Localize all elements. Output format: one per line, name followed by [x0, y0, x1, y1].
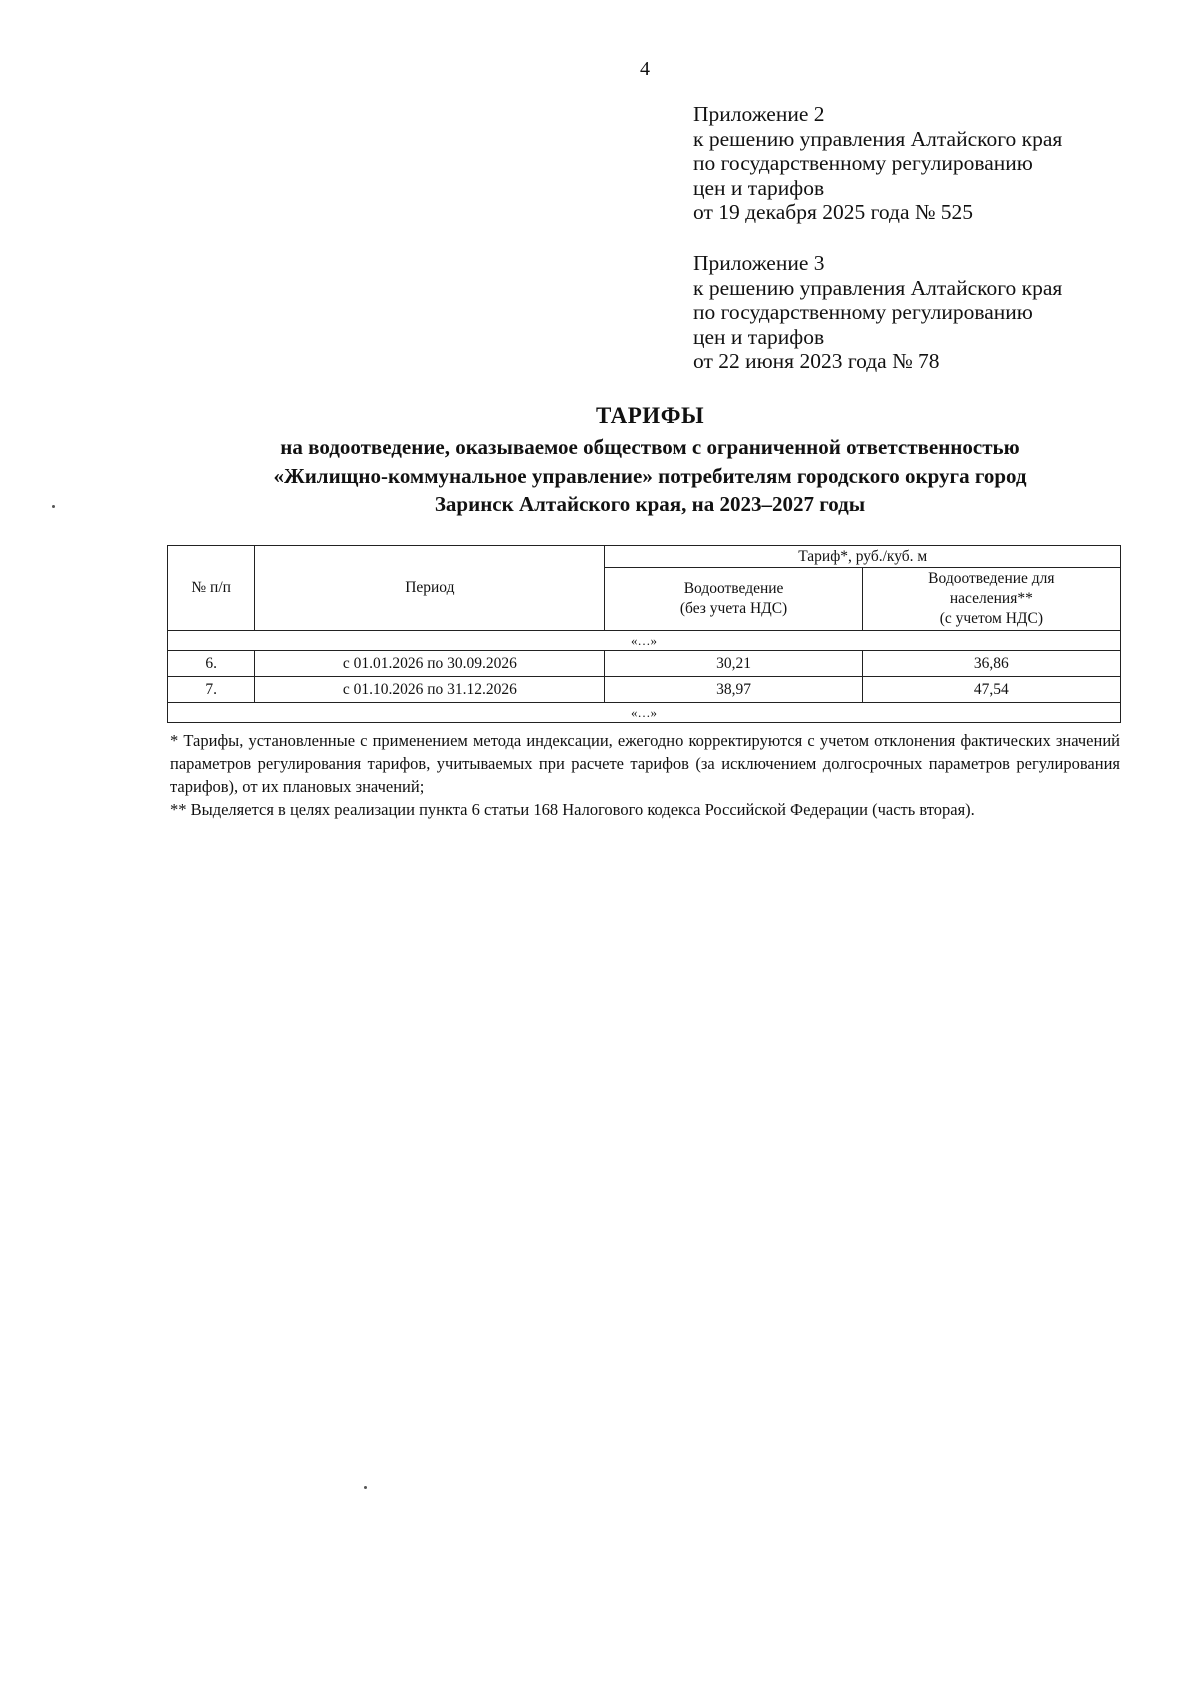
subtitle-line: на водоотведение, оказываемое обществом с ограниченной ответственностью	[280, 435, 1020, 459]
table-row	[168, 651, 1121, 677]
header-period: Период	[255, 546, 605, 631]
ellipsis-cell: «…»	[168, 631, 1121, 651]
subtitle-line: «Жилищно-коммунальное управление» потребителям городского округа город	[273, 463, 1027, 488]
document-title: ТАРИФЫ	[595, 403, 705, 428]
footnote-2: ** Выделяется в целях реализации пункта 6 статьи 168 Налогового кодекса Российской Федерации (часть вторая).	[170, 800, 975, 819]
cell-tariff-with-vat: 36,86	[862, 651, 1120, 677]
cell-period: с 01.10.2026 по 31.12.2026	[255, 677, 605, 703]
cell-tariff-no-vat: 38,97	[605, 677, 862, 703]
ellipsis-cell: «…»	[168, 703, 1121, 723]
appendix-2-line: к решению управления Алтайского края	[693, 126, 1063, 151]
subtitle-line: Заринск Алтайского края, на 2023–2027 годы	[434, 492, 866, 516]
appendix-2-line: по государственному регулированию	[693, 151, 1033, 175]
appendix-2-date: от 19 декабря 2025 года № 525	[693, 200, 973, 224]
appendix-3-date: от 22 июня 2023 года № 78	[693, 349, 940, 373]
table-row	[168, 631, 1121, 651]
appendix-2-title: Приложение 2	[693, 102, 825, 126]
page-number: 4	[640, 58, 650, 80]
cell-period: с 01.01.2026 по 30.09.2026	[255, 651, 605, 677]
appendix-2-line: цен и тарифов	[693, 175, 825, 200]
header-population-line: населения**	[949, 590, 1033, 607]
table-row	[168, 703, 1121, 723]
appendix-3-block	[693, 251, 1062, 374]
header-drainage-population	[862, 568, 1120, 631]
document-subtitle	[200, 433, 1100, 519]
appendix-3-title: Приложение 3	[693, 251, 825, 275]
cell-num: 6.	[168, 651, 255, 677]
header-num: № п/п	[168, 546, 255, 631]
appendix-3-line: цен и тарифов	[693, 324, 825, 349]
scan-artifact	[52, 505, 55, 508]
scan-artifact	[364, 1486, 367, 1489]
appendix-3-line: по государственному регулированию	[693, 300, 1033, 324]
header-drainage	[605, 568, 862, 631]
header-population-line: (с учетом НДС)	[939, 610, 1044, 627]
footnotes	[170, 729, 1120, 821]
cell-num: 7.	[168, 677, 255, 703]
header-population-line: Водоотведение для	[928, 570, 1055, 587]
table-header-row	[168, 546, 1121, 568]
table-row	[168, 677, 1121, 703]
header-tariff-group: Тариф*, руб./куб. м	[605, 546, 1121, 568]
tariff-table	[167, 545, 1121, 723]
header-drainage-line: Водоотведение	[683, 580, 784, 597]
cell-tariff-no-vat: 30,21	[605, 651, 862, 677]
header-drainage-line: (без учета НДС)	[679, 600, 788, 617]
footnote-1: * Тарифы, установленные с применением метода индексации, ежегодно корректируются с учетом отклонения фактических значений параметров регулирования тарифов, учитываемых при расчете тарифов (за исключением долгосрочных параметров регулирования тарифов), от их плановых значений;	[170, 731, 1120, 796]
appendix-3-line: к решению управления Алтайского края	[693, 275, 1063, 300]
cell-tariff-with-vat: 47,54	[862, 677, 1120, 703]
appendix-2-block	[693, 102, 1062, 225]
